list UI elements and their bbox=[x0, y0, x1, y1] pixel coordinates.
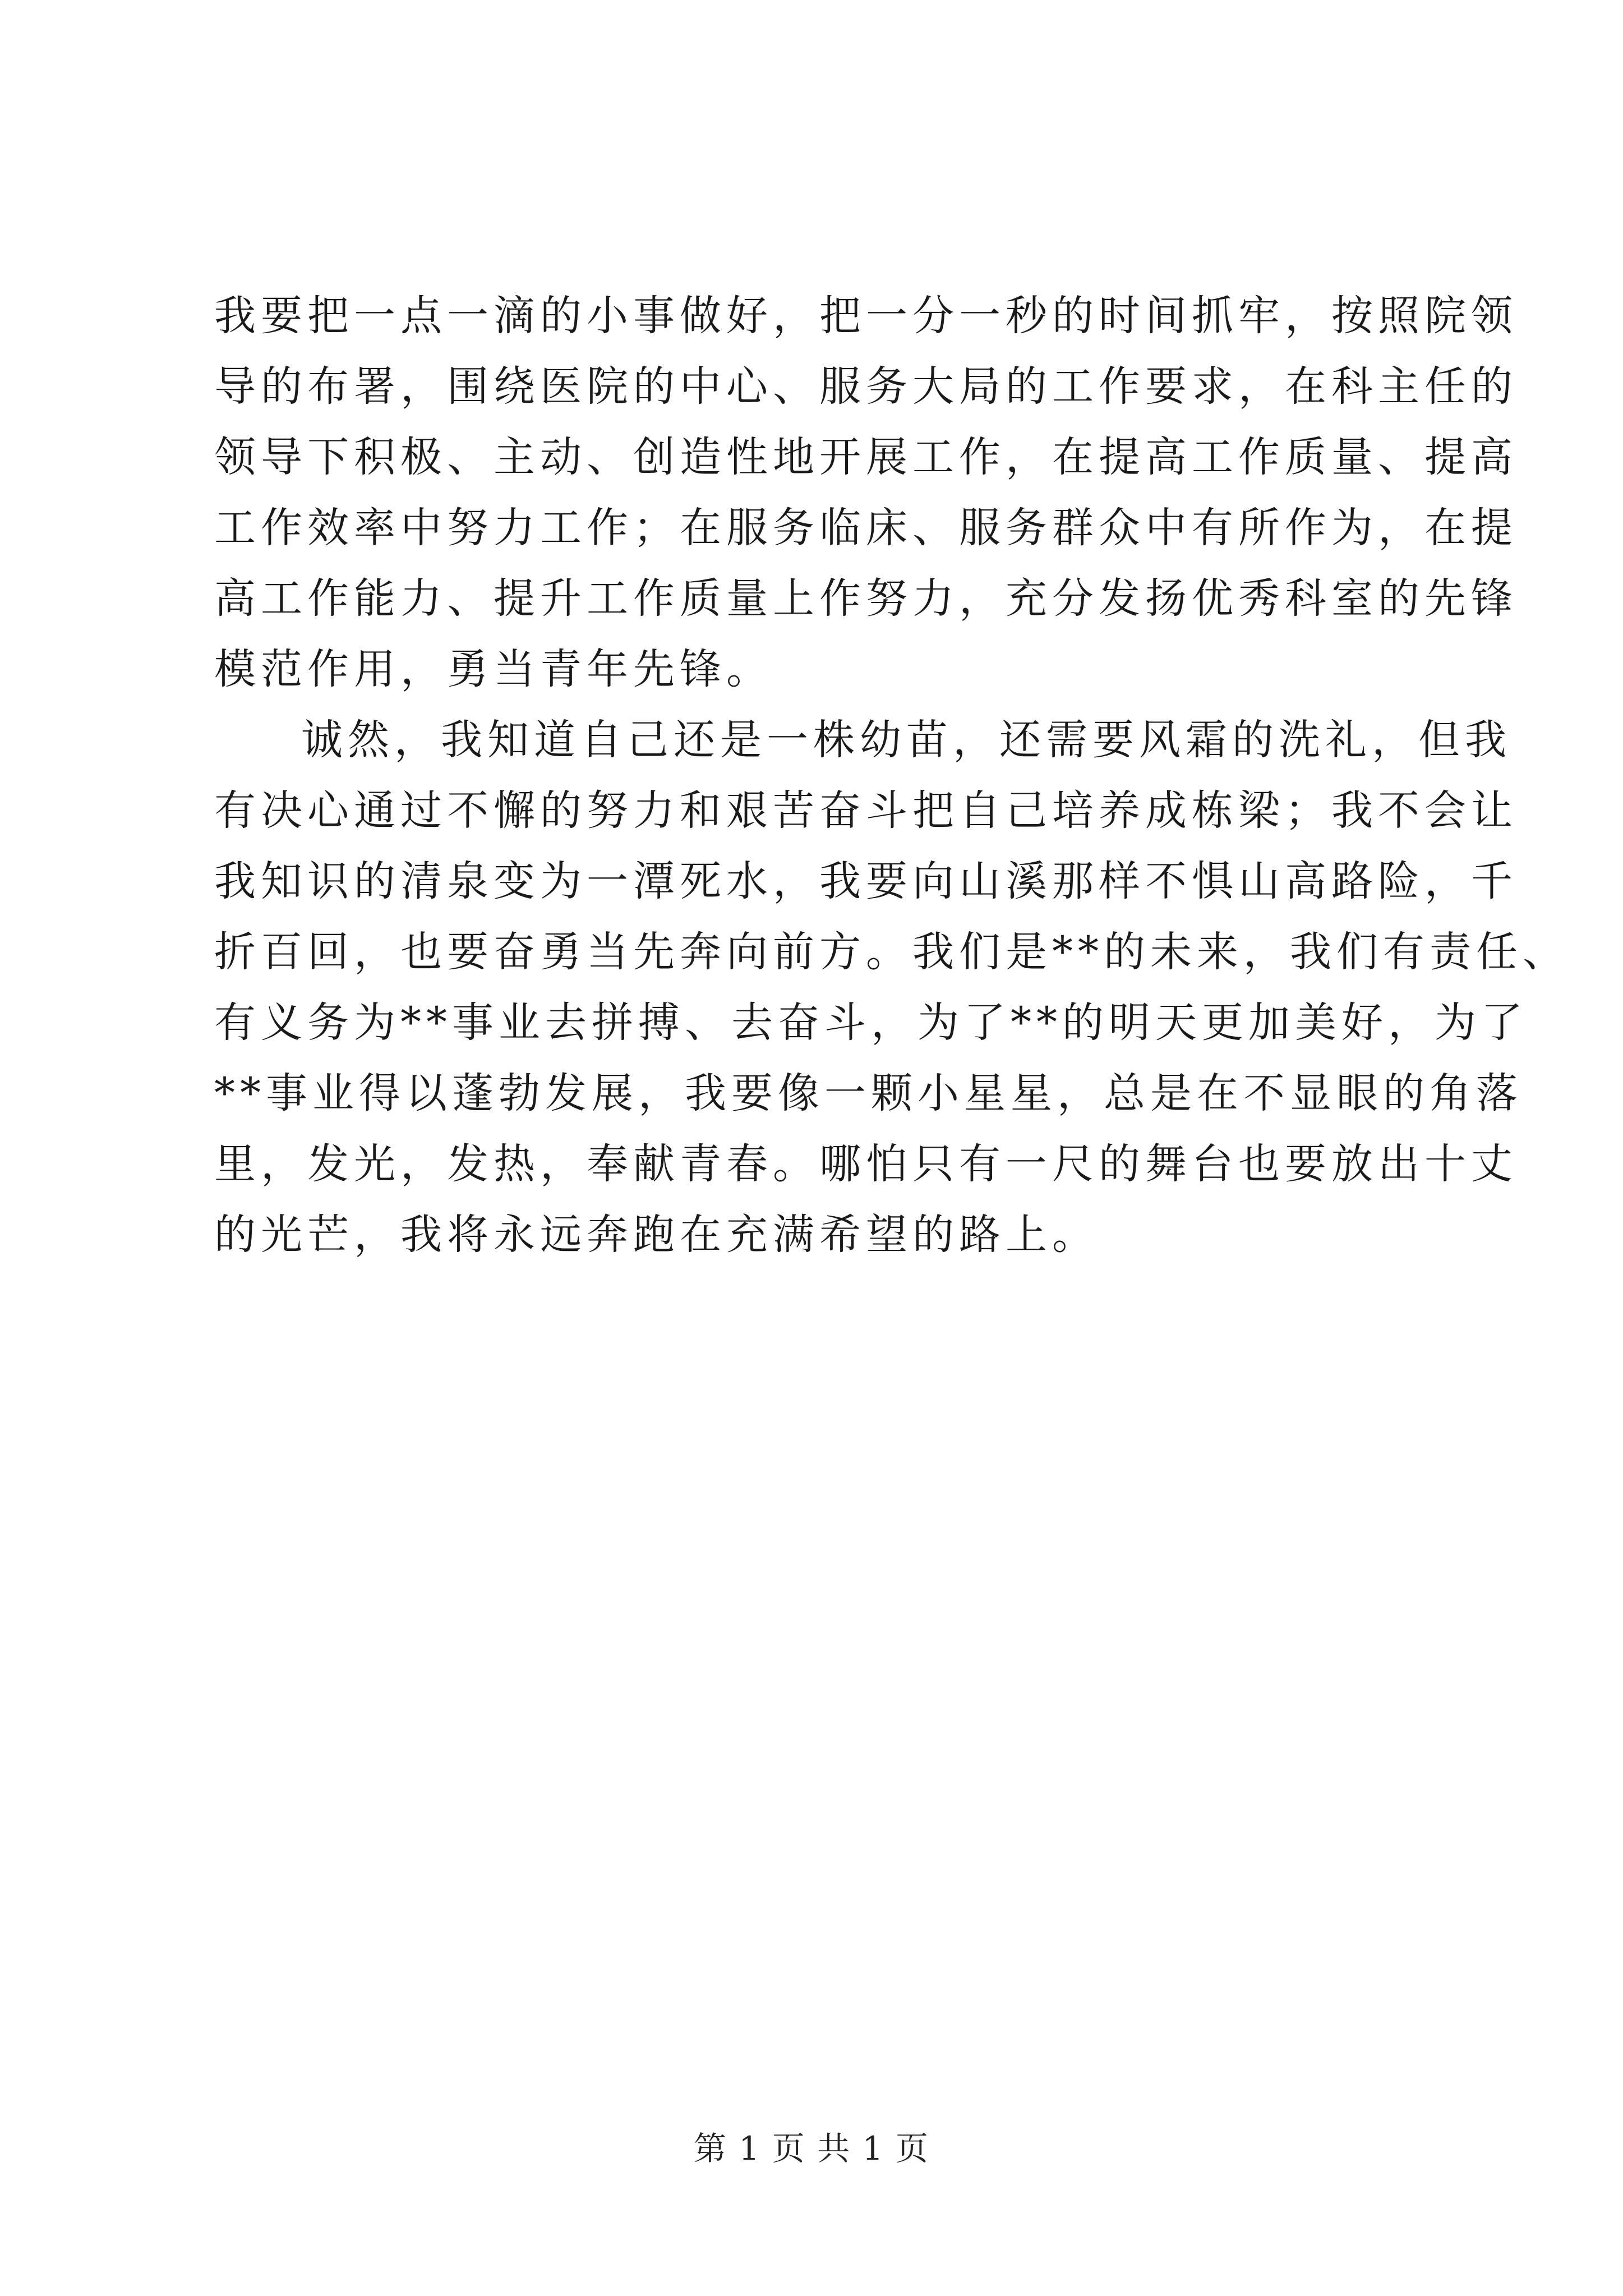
text-line: 的光芒，我将永远奔跑在充满希望的路上。 bbox=[214, 1211, 1099, 1259]
text-line: 工作效率中努力工作；在服务临床、服务群众中有所作为，在提 bbox=[214, 504, 1518, 552]
document-body bbox=[214, 280, 1569, 1270]
paragraph-1 bbox=[214, 280, 1518, 705]
text-line: 导的布署，围绕医院的中心、服务大局的工作要求，在科主任的 bbox=[214, 362, 1518, 411]
text-line: 我知识的清泉变为一潭死水，我要向山溪那样不惧山高路险，千 bbox=[214, 857, 1518, 905]
text-line: 里，发光，发热，奉献青春。哪怕只有一尺的舞台也要放出十丈 bbox=[214, 1140, 1518, 1188]
text-line: **事业得以蓬勃发展，我要像一颗小星星，总是在不显眼的角落 bbox=[214, 1069, 1523, 1117]
text-line: 诚然，我知道自己还是一株幼苗，还需要风霜的洗礼，但我 bbox=[301, 716, 1511, 764]
text-line: 折百回，也要奋勇当先奔向前方。我们是**的未来，我们有责任、 bbox=[214, 928, 1569, 976]
text-line: 模范作用，勇当青年先锋。 bbox=[214, 645, 773, 693]
text-line: 有决心通过不懈的努力和艰苦奋斗把自己培养成栋梁；我不会让 bbox=[214, 786, 1518, 835]
text-line: 有义务为**事业去拼搏、去奋斗，为了**的明天更加美好，为了 bbox=[214, 999, 1528, 1047]
page-footer: 第 1 页 共 1 页 bbox=[694, 2129, 929, 2168]
text-line: 领导下积极、主动、创造性地开展工作，在提高工作质量、提高 bbox=[214, 433, 1518, 481]
text-line: 高工作能力、提升工作质量上作努力，充分发扬优秀科室的先锋 bbox=[214, 574, 1518, 623]
paragraph-2 bbox=[214, 705, 1569, 1270]
text-line: 我要把一点一滴的小事做好，把一分一秒的时间抓牢，按照院领 bbox=[214, 292, 1518, 340]
